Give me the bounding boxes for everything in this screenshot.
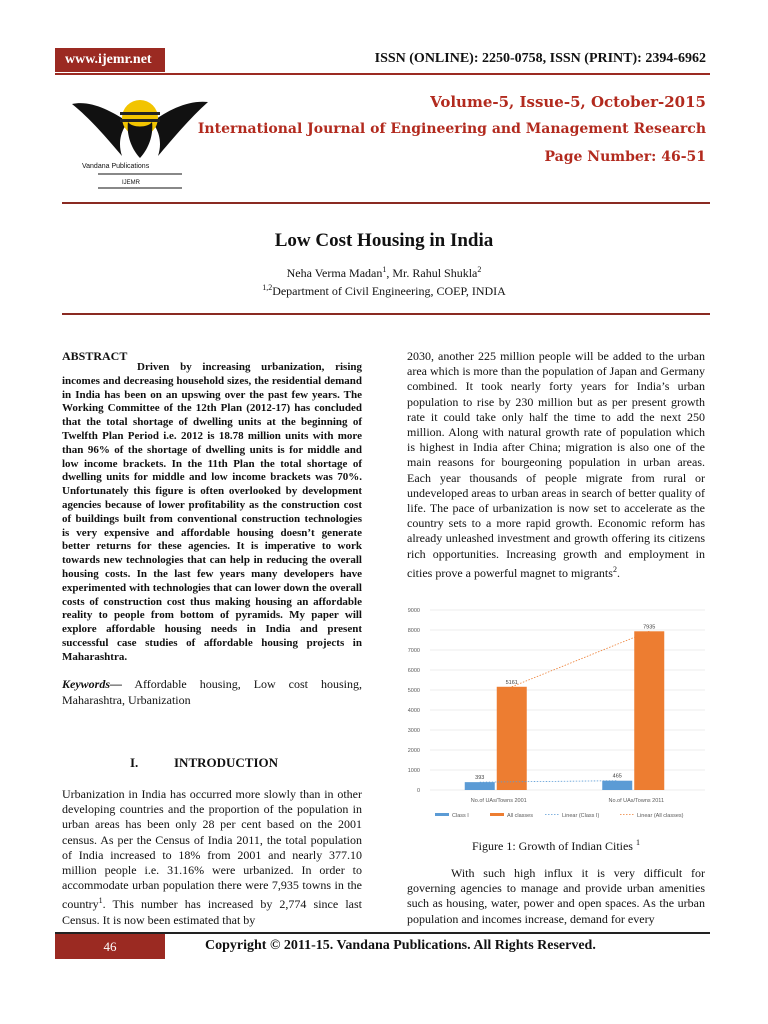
- issn-line: ISSN (ONLINE): 2250-0758, ISSN (PRINT): 2394-6962: [374, 51, 706, 66]
- legend-swatch: [490, 813, 504, 816]
- data-label: 393: [475, 775, 485, 782]
- y-tick-label: 4000: [407, 708, 420, 714]
- y-tick-label: 9000: [407, 608, 420, 614]
- page-number-range: Page Number: 46-51: [544, 149, 706, 165]
- introduction-paragraph: Urbanization in India has occurred more slowly than in other developing countries and the proportion of the population in urban areas has been only 28 per cent based on the 2001 census. As per the Census of India 2011, the total population of India increased to 18% from 2001 and nearly 377.10 million people i.e. 31.16% were urbanized. In order to accommodate urban population there were 7,935 towns in the country$^1$. This number has increased by 2,774 since last Census. It is now been estimated that by: [62, 787, 362, 927]
- y-tick-label: 7000: [407, 648, 420, 654]
- copyright-notice: Copyright © 2011-15. Vandana Publications. All Rights Reserved.: [205, 938, 596, 953]
- bar: [602, 781, 632, 790]
- y-tick-label: 5000: [407, 688, 420, 694]
- figure-1-bar-chart: [380, 602, 710, 824]
- journal-website-link[interactable]: www.ijemr.net: [55, 48, 165, 72]
- introduction-paragraph-continued: 2030, another 225 million people will be added to the urban area which is more than the population of Japan and Germany combined. It took nearly forty years for India’s urban population to rise by 230 million but as per present growth rate it could take only half the time to add the next 250 million. Along with natural growth rate of population which is highest in India after China; migration is also one of the main reasons for bourgeoning population in urban areas. Each year thousands of people migrate from rural or undeveloped areas to urban areas in search of better quality of life. The pace of urbanization is now set to accelerate as the country sets to a more rapid growth. Economic reform has already unleashed investment and growth offering its citizens rich opportunities. Increasing growth and employment in cities prove a powerful magnet to migrants$^2$.: [407, 349, 705, 580]
- paper-title: Low Cost Housing in India: [274, 230, 494, 251]
- title-divider-bottom: [62, 313, 710, 315]
- bar: [634, 631, 664, 790]
- legend-label: All classes: [507, 813, 533, 819]
- legend-label: Class I: [452, 813, 469, 819]
- author-affiliation: $^{1,2}$Department of Civil Engineering, COEP, INDIA: [262, 283, 506, 298]
- volume-issue: Volume-5, Issue-5, October-2015: [430, 93, 706, 111]
- header-divider: [55, 73, 710, 75]
- bar: [497, 687, 527, 790]
- y-tick-label: 3000: [407, 728, 420, 734]
- legend-label: Linear (Class I): [562, 813, 600, 819]
- x-tick-label: No.of UAs/Towns 2011: [608, 798, 665, 804]
- body-paragraph: With such high influx it is very difficult for governing agencies to manage and provide urban amenities such as housing, water, power and open spaces. As the urban population and incomes increase, demand for every: [407, 866, 705, 926]
- abstract-heading: ABSTRACT: [62, 349, 128, 363]
- y-tick-label: 1000: [407, 768, 420, 774]
- section-title: INTRODUCTION: [174, 755, 279, 770]
- keywords: Keywords— Affordable housing, Low cost housing, Maharashtra, Urbanization: [62, 677, 362, 707]
- author-list: Neha Verma Madan$^1$, Mr. Rahul Shukla$^2$: [286, 265, 482, 280]
- bar: [465, 782, 495, 790]
- title-divider-top: [62, 202, 710, 204]
- y-tick-label: 8000: [407, 628, 420, 634]
- section-number: I.: [130, 755, 139, 770]
- journal-logo: [70, 92, 210, 192]
- winged-sun-emblem: [70, 92, 210, 192]
- journal-name: International Journal of Engineering and Management Research: [197, 121, 706, 137]
- legend-label: Linear (All classes): [637, 813, 684, 819]
- legend-swatch: [435, 813, 449, 816]
- data-label: 7935: [643, 624, 656, 631]
- x-tick-label: No.of UAs/Towns 2001: [470, 798, 527, 804]
- trendline: [512, 631, 650, 686]
- svg-text:IJEMR: IJEMR: [122, 180, 140, 186]
- chart-canvas: [380, 602, 710, 824]
- abstract-text: Driven by increasing urbanization, rising incomes and decreasing household sizes, the residential demand in India has been on an upswing over the past few years. The Working Committee of the 12th Plan (2012-17) has concluded that the total shortage of dwelling units at the beginning of Twelfth Plan Period i.e. 2012 is 18.78 million units with more than 96% of the shortage of dwelling units is for middle and low income brackets. In the 11th Plan the total shortage of dwelling units for middle and low income brackets was 70%. Unfortunately this figure is often overlooked by development agencies because of lower profitability as the construction cost of buildings built from conventional construction technologies is very expensive and affordable housing doesn’t generate better returns for these agencies. It is imperative to work towards new technologies that can help in reducing the overall housing costs. In the last few years many developers have experimented with technologies that can lower down the overall costs of construction cost thus making housing an affordable reality to people from bottom of pyramids. My paper will explore affordable housing needs in India and present successful case studies of affordable housing projects in Maharashtra.: [62, 361, 362, 663]
- data-label: 465: [612, 773, 622, 780]
- figure-caption: Figure 1: Growth of Indian Cities $^1$: [472, 838, 640, 853]
- page-number: 46: [55, 934, 165, 959]
- data-label: 5161: [505, 679, 518, 686]
- svg-text:Vandana Publications: Vandana Publications: [82, 163, 150, 170]
- y-tick-label: 6000: [407, 668, 420, 674]
- y-tick-label: 2000: [407, 748, 420, 754]
- y-tick-label: 0: [416, 788, 420, 794]
